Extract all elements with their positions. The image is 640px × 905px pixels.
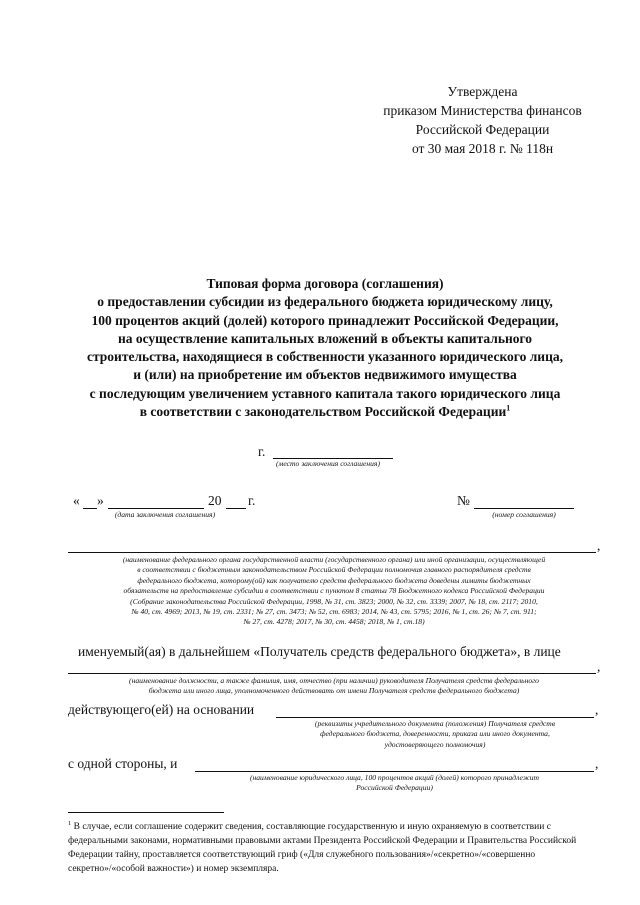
number-field[interactable] <box>474 493 574 509</box>
caption-line: федерального бюджета, которому(ой) как получателю средств федерального бюджета доведены лимиты бюджетных <box>137 575 531 585</box>
title-line: 100 процентов акций (долей) которого принадлежит Российской Федерации, <box>91 312 559 328</box>
approval-line-1: Утверждена <box>447 84 518 99</box>
document-title <box>60 275 590 421</box>
recipient-comma: , <box>597 659 601 674</box>
number-prefix: № <box>457 493 470 508</box>
caption-line: (Собрание законодательства Российской Федерации, 1998, № 31, ст. 3823; 2000, № 32, ст. 3339; 2007, № 18, ст. 2117; 2010, <box>130 596 538 606</box>
caption-line: бюджета или иного лица, уполномоченного действовать от имени Получателя средств федерального бюджета) <box>148 686 520 696</box>
caption-line: (реквизиты учредительного документа (положения) Получателя средств <box>314 719 556 728</box>
caption-line: Российской Федерации) <box>356 783 433 793</box>
recipient-representative-field[interactable] <box>68 662 596 674</box>
date-year-field[interactable] <box>226 493 246 509</box>
other-side-caption <box>195 773 594 794</box>
number-caption: (номер соглашения) <box>492 510 556 519</box>
approval-line-4: от 30 мая 2018 г. № 118н <box>411 141 554 156</box>
caption-line: (наименование должности, а также фамилия, имя, отчество (при наличии) руководителя Получателя средств федерального <box>129 676 539 685</box>
date-close-quote: » <box>97 493 104 508</box>
authority-comma: , <box>597 538 601 553</box>
footnote-text: В случае, если соглашение содержит сведения, составляющие государственную и иную охраняемую в соответствии с федеральными законами, нормативными правовыми актами Президента Российской Федерации и Правительства Российской Федерации тайну, проставляется соответствующий гриф («Для служебного пользования»/«секретно»/«совершенно секретно»/«особой важности») и номер экземпляра. <box>68 822 577 875</box>
basis-label: действующего(ей) на основании <box>68 702 255 717</box>
title-line: с последующим увеличением уставного капитала такого юридического лица <box>89 385 561 401</box>
caption-line: федерального бюджета, доверенности, приказа или иного документа, <box>320 729 550 739</box>
title-line: строительства, находящиеся в собственности указанного юридического лица, <box>87 349 563 365</box>
title-line: на осуществление капитальных вложений в объекты капитального <box>117 330 533 346</box>
caption-line: удостоверяющего полномочия) <box>384 739 486 749</box>
date-open-quote: « <box>73 493 80 508</box>
footnote-number: 1 <box>68 820 72 827</box>
caption-line: № 40, ст. 4969; 2013, № 19, ст. 2331; № 27, ст. 3473; № 52, ст. 6983; 2014, № 43, ст. 5795; 2016, № 1, ст. 26; № 7, ст. 911; <box>131 607 537 617</box>
approval-block <box>360 82 605 158</box>
other-side-field[interactable] <box>195 756 594 772</box>
caption-line: № 27, ст. 4278; 2017, № 30, ст. 4458; 2018, № 1, ст.18) <box>243 617 425 627</box>
place-caption: (место заключения соглашения) <box>276 459 380 468</box>
authority-caption <box>68 555 600 628</box>
title-line: о предоставлении субсидии из федерального бюджета юридическому лицу, <box>97 294 553 310</box>
title-line-last <box>60 403 590 421</box>
date-caption: (дата заключения соглашения) <box>114 510 216 519</box>
basis-caption <box>276 719 594 750</box>
date-year-suffix: г. <box>248 493 256 508</box>
date-year-prefix: 20 <box>208 493 222 508</box>
caption-line: (наименование юридического лица, 100 процентов акций (долей) которого принадлежит <box>249 773 540 782</box>
recipient-caption <box>68 676 600 697</box>
recipient-text: именуемый(ая) в дальнейшем «Получатель средств федерального бюджета», в лице <box>78 644 561 659</box>
footnote-separator <box>68 812 224 813</box>
caption-line: в соответствии с бюджетным законодательством Российской Федерации полномочия главного распорядителя средств <box>137 565 531 575</box>
date-day-field[interactable] <box>83 493 97 509</box>
title-line: Типовая форма договора (соглашения) <box>206 276 444 291</box>
basis-field[interactable] <box>276 702 594 718</box>
other-side-label: с одной стороны, и <box>68 756 178 771</box>
caption-line: (наименование федерального органа государственной власти (государственного органа) или иной организации, осуществляющей <box>122 555 546 564</box>
footnote-ref: 1 <box>506 403 511 413</box>
approval-line-3: Российской Федерации <box>415 122 550 137</box>
other-side-comma: , <box>595 756 599 771</box>
title-line: и (или) на приобретение им объектов недвижимого имущества <box>133 367 517 383</box>
footnote <box>68 817 608 876</box>
date-month-field[interactable] <box>108 493 204 509</box>
caption-line: обязательств на предоставление субсидии в соответствии с пунктом 8 статьи 78 Бюджетного кодекса Российской Федерации <box>123 586 545 596</box>
place-field[interactable] <box>273 444 393 459</box>
title-line-text: в соответствии с законодательством Российской Федерации <box>139 404 507 420</box>
place-prefix: г. <box>258 444 266 459</box>
authority-field[interactable] <box>68 540 596 553</box>
approval-line-2: приказом Министерства финансов <box>383 103 582 118</box>
basis-comma: , <box>595 702 599 717</box>
